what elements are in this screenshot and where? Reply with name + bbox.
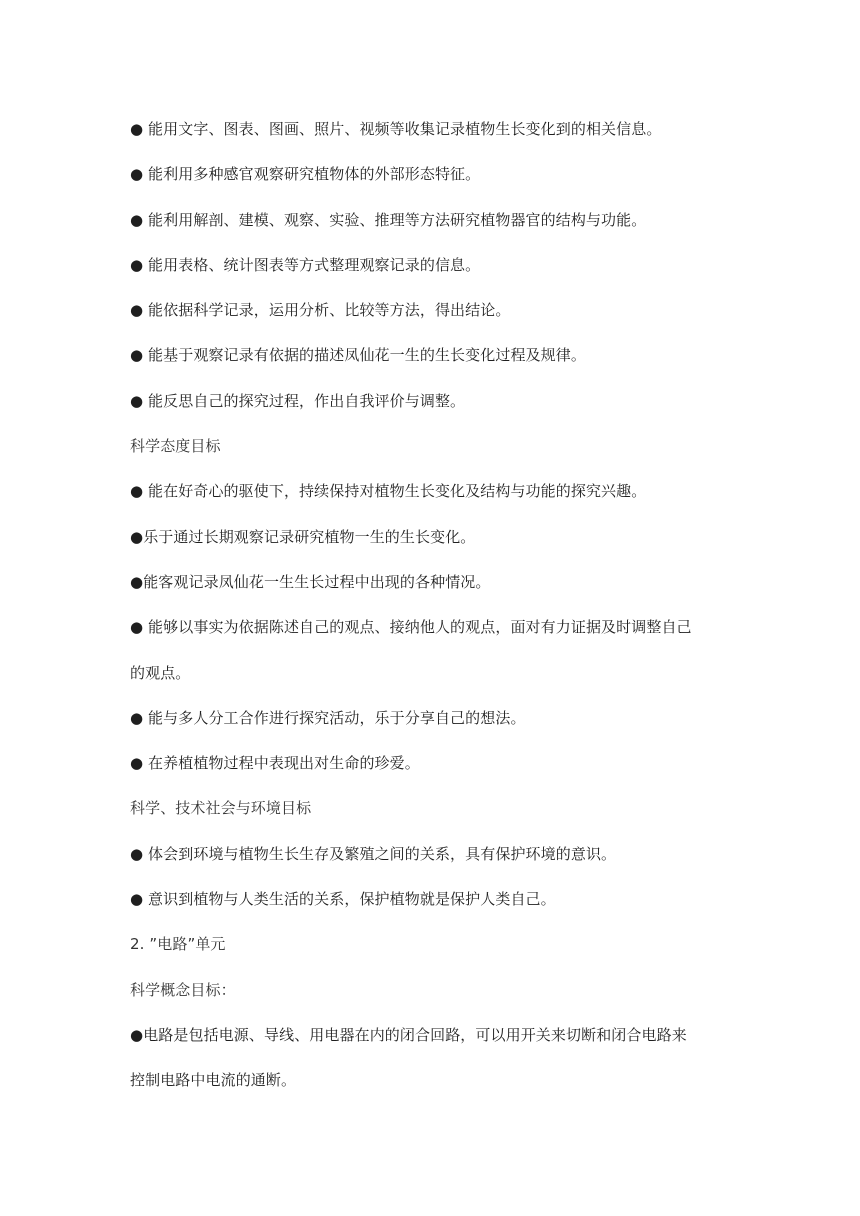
section-heading: 科学、技术社会与环境目标 (130, 799, 312, 818)
text-line: ● 能与多人分工合作进行探究活动，乐于分享自己的想法。 (130, 708, 526, 727)
text-line: 的观点。 (130, 663, 191, 682)
text-line: ● 能用文字、图表、图画、照片、视频等收集记录植物生长变化到的相关信息。 (130, 120, 662, 138)
text-line: ● 能利用解剖、建模、观察、实验、推理等方法研究植物器官的结构与功能。 (130, 210, 647, 229)
text-line: ● 能利用多种感官观察研究植物体的外部形态特征。 (130, 165, 481, 184)
text-line: ● 能依据科学记录，运用分析、比较等方法，得出结论。 (130, 301, 511, 320)
text-line: ●电路是包括电源、导线、用电器在内的闭合回路，可以用开关来切断和闭合电路来 (130, 1025, 687, 1044)
unit-heading: 2. ”电路”单元 (130, 935, 226, 954)
text-line: ● 能够以事实为依据陈述自己的观点、接纳他人的观点，面对有力证据及时调整自己 (130, 618, 692, 637)
text-line: 控制电路中电流的通断。 (130, 1071, 297, 1090)
section-heading: 科学态度目标 (130, 437, 221, 456)
section-heading: 科学概念目标： (130, 980, 236, 999)
document-page (130, 114, 740, 1111)
text-line: ● 能基于观察记录有依据的描述凤仙花一生的生长变化过程及规律。 (130, 346, 586, 365)
text-line: ●能客观记录凤仙花一生生长过程中出现的各种情况。 (130, 572, 491, 591)
text-line: ●乐于通过长期观察记录研究植物一生的生长变化。 (130, 527, 476, 546)
text-line: ● 能在好奇心的驱使下，持续保持对植物生长变化及结构与功能的探究兴趣。 (130, 482, 647, 501)
text-line: ● 体会到环境与植物生长生存及繁殖之间的关系，具有保护环境的意识。 (130, 844, 617, 863)
text-line: ● 意识到植物与人类生活的关系，保护植物就是保护人类自己。 (130, 890, 556, 909)
text-line: ● 能反思自己的探究过程，作出自我评价与调整。 (130, 391, 466, 410)
text-line: ● 在养植植物过程中表现出对生命的珍爱。 (130, 754, 420, 773)
text-line: ● 能用表格、统计图表等方式整理观察记录的信息。 (130, 255, 481, 274)
